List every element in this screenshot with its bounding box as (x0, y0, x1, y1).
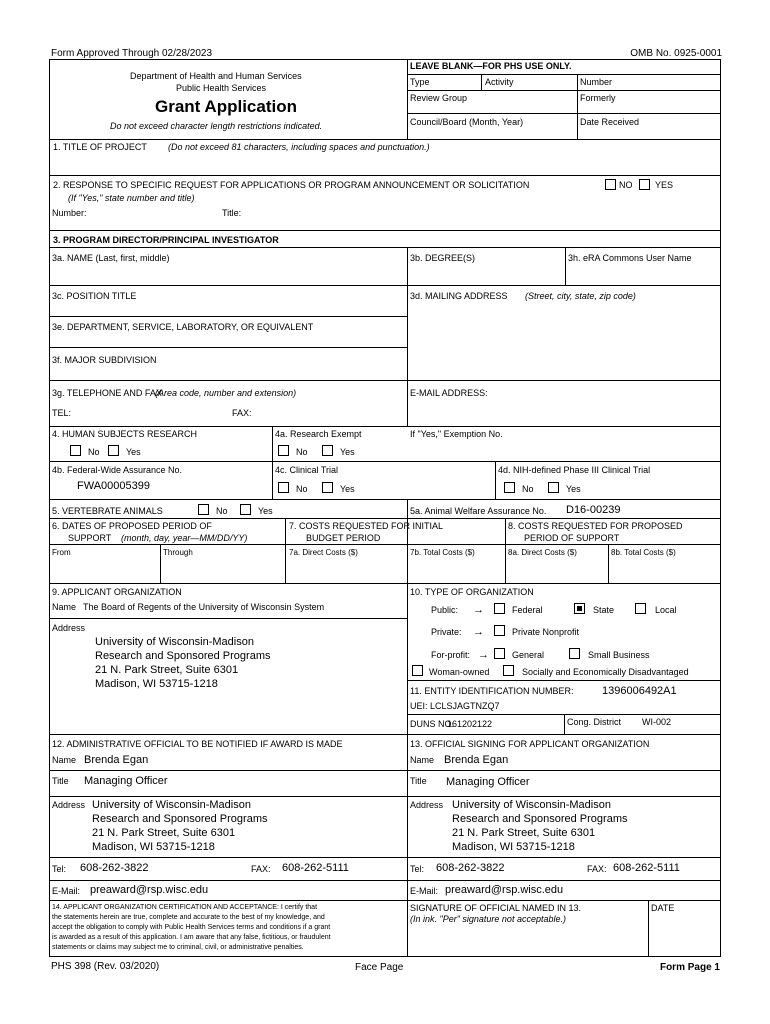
s4d-label: 4d. NIH-defined Phase III Clinical Trial (498, 465, 651, 475)
s4a-yes-checkbox[interactable] (322, 445, 333, 456)
s13-address-4: Madison, WI 53715-1218 (452, 841, 575, 853)
disadvantaged-checkbox[interactable] (503, 665, 514, 676)
s8a-label: 8a. Direct Costs ($) (508, 548, 577, 557)
signature-label: SIGNATURE OF OFFICIAL NAMED IN 13. (410, 903, 582, 913)
s9-address-label: Address (52, 623, 86, 633)
s2-yes-checkbox[interactable] (639, 179, 650, 190)
s4-no: No (88, 447, 100, 457)
s4d-yes: Yes (566, 484, 581, 494)
state-checkbox[interactable] (574, 603, 585, 614)
forprofit-label: For-profit: (431, 650, 471, 660)
s9-address-2: Research and Sponsored Programs (95, 650, 271, 662)
fax-label: FAX: (232, 408, 252, 418)
s14-line-5: statements or claims may subject me to criminal, civil, or administrative penalties. (52, 944, 304, 951)
form-title: Grant Application (155, 97, 297, 116)
s13-fax-label: FAX: (587, 864, 607, 874)
s2-number: Number: (52, 208, 87, 218)
s13-fax: 608-262-5111 (613, 862, 680, 874)
s13-name: Brenda Egan (444, 754, 509, 766)
public-arrow-icon: → (473, 604, 484, 616)
s3g-label: 3g. TELEPHONE AND FAX (52, 388, 162, 398)
s13-title-label: Title (410, 776, 427, 786)
formerly: Formerly (580, 93, 616, 103)
s4d-no-checkbox[interactable] (504, 482, 515, 493)
s4c-no: No (296, 484, 308, 494)
s12-tel-label: Tel: (52, 864, 67, 874)
s4-yes-checkbox[interactable] (108, 445, 119, 456)
s8-label2: PERIOD OF SUPPORT (524, 533, 620, 543)
s12-address-2: Research and Sponsored Programs (92, 813, 268, 825)
s12-name: Brenda Egan (84, 754, 149, 766)
general-label: General (512, 650, 545, 660)
public-label: Public: (431, 605, 459, 615)
s14-line-4: is awarded as a result of this application. I am aware that any false, fictitious, or fraudulent (52, 934, 331, 941)
s1-hint: (Do not exceed 81 characters, including spaces and punctuation.) (168, 142, 430, 152)
s13-title: Managing Officer (446, 776, 530, 788)
date-label: DATE (651, 903, 675, 913)
s4c-yes: Yes (340, 484, 355, 494)
council-board: Council/Board (Month, Year) (410, 117, 524, 127)
s5-label: 5. VERTEBRATE ANIMALS (52, 506, 163, 516)
s13-address-1: University of Wisconsin-Madison (452, 799, 611, 811)
s3f-label: 3f. MAJOR SUBDIVISION (52, 355, 157, 365)
form-revision: PHS 398 (Rev. 03/2020) (51, 961, 160, 972)
activity-label: Activity (485, 77, 514, 87)
review-group: Review Group (410, 93, 468, 103)
s6-hint: (month, day, year—MM/DD/YY) (121, 533, 248, 543)
s6-label1: 6. DATES OF PROPOSED PERIOD OF (52, 521, 212, 531)
s8-label1: 8. COSTS REQUESTED FOR PROPOSED (508, 521, 683, 531)
s12-address-label: Address (52, 800, 86, 810)
s4d-no: No (522, 484, 534, 494)
length-note: Do not exceed character length restrictions indicated. (110, 121, 323, 131)
uei: UEI: LCLSJAGTNZQ7 (410, 701, 500, 711)
s12-name-label: Name (52, 755, 77, 765)
s5-yes: Yes (258, 506, 273, 516)
s13-email-label: E-Mail: (410, 886, 439, 896)
s14-line-2: the statements herein are true, complete and accurate to the best of my knowledge, and (52, 914, 325, 921)
s4a-no-checkbox[interactable] (278, 445, 289, 456)
s2-hint: (If "Yes," state number and title) (68, 193, 195, 203)
s3e-label: 3e. DEPARTMENT, SERVICE, LABORATORY, OR EQUIVALENT (52, 322, 314, 332)
form-approved: Form Approved Through 02/28/2023 (51, 48, 213, 59)
fwa-number: FWA00005399 (77, 480, 150, 492)
s4c-label: 4c. Clinical Trial (275, 465, 339, 475)
s3g-hint: (Area code, number and extension) (155, 388, 297, 398)
small-business-checkbox[interactable] (569, 648, 580, 659)
s5-no: No (216, 506, 228, 516)
general-checkbox[interactable] (494, 648, 505, 659)
woman-owned-checkbox[interactable] (412, 665, 423, 676)
duns-number: 161202122 (447, 719, 493, 729)
s11-label: 11. ENTITY IDENTIFICATION NUMBER: (410, 686, 574, 696)
signature-field[interactable] (410, 927, 646, 955)
s4a-label: 4a. Research Exempt (275, 429, 362, 439)
s10-label: 10. TYPE OF ORGANIZATION (410, 587, 534, 597)
local-label: Local (655, 605, 677, 615)
s5-no-checkbox[interactable] (198, 504, 209, 515)
private-label: Private: (431, 627, 462, 637)
s2-title: Title: (222, 208, 242, 218)
s14-line-3: accept the obligation to comply with Public Health Services terms and conditions if a grant (52, 924, 331, 931)
s1-label: 1. TITLE OF PROJECT (53, 142, 147, 152)
s12-label: 12. ADMINISTRATIVE OFFICIAL TO BE NOTIFIED IF AWARD IS MADE (52, 739, 343, 749)
date-received: Date Received (580, 117, 640, 127)
state-label: State (593, 605, 615, 615)
s13-name-label: Name (410, 755, 435, 765)
s3h-label: 3h. eRA Commons User Name (568, 253, 692, 263)
omb-number: OMB No. 0925-0001 (630, 48, 722, 59)
through-label: Through (163, 548, 193, 557)
s12-fax-label: FAX: (251, 864, 271, 874)
federal-label: Federal (512, 605, 543, 615)
private-nonprofit-checkbox[interactable] (494, 625, 505, 636)
s13-address-label: Address (410, 800, 444, 810)
s9-address-1: University of Wisconsin-Madison (95, 636, 254, 648)
tel-label: TEL: (52, 408, 72, 418)
animal-welfare-no: D16-00239 (566, 504, 621, 516)
s12-tel: 608-262-3822 (80, 862, 149, 874)
forprofit-arrow-icon: → (478, 649, 489, 661)
s3c-label: 3c. POSITION TITLE (52, 291, 137, 301)
s14-line-1: 14. APPLICANT ORGANIZATION CERTIFICATION AND ACCEPTANCE: I certify that (52, 904, 318, 911)
s9-name: The Board of Regents of the University of Wisconsin System (83, 602, 325, 612)
duns-label: DUNS NO. (410, 719, 455, 729)
s2-label: 2. RESPONSE TO SPECIFIC REQUEST FOR APPLICATIONS OR PROGRAM ANNOUNCEMENT OR SOLICITATION (53, 180, 530, 190)
s2-no-label: NO (619, 180, 633, 190)
s13-address-3: 21 N. Park Street, Suite 6301 (452, 827, 596, 839)
s12-email-label: E-Mail: (52, 886, 81, 896)
woman-owned-label: Woman-owned (429, 667, 490, 677)
s9-address-3: 21 N. Park Street, Suite 6301 (95, 664, 239, 676)
department: Department of Health and Human Services (130, 71, 302, 81)
s3-header: 3. PROGRAM DIRECTOR/PRINCIPAL INVESTIGATOR (53, 235, 279, 245)
s4d-yes-checkbox[interactable] (548, 482, 559, 493)
exemption-label: If "Yes," Exemption No. (410, 429, 503, 439)
s2-no-checkbox[interactable] (605, 179, 616, 190)
s13-address-2: Research and Sponsored Programs (452, 813, 628, 825)
s6-label2: SUPPORT (68, 533, 112, 543)
s3d-label: 3d. MAILING ADDRESS (410, 291, 508, 301)
s5-yes-checkbox[interactable] (240, 504, 251, 515)
s4c-yes-checkbox[interactable] (322, 482, 333, 493)
s4-no-checkbox[interactable] (70, 445, 81, 456)
small-business-label: Small Business (588, 650, 650, 660)
from-label: From (52, 548, 71, 557)
s9-label: 9. APPLICANT ORGANIZATION (52, 587, 182, 597)
s4-label: 4. HUMAN SUBJECTS RESEARCH (52, 429, 198, 439)
cong-district: WI-002 (642, 717, 672, 727)
s12-address-4: Madison, WI 53715-1218 (92, 841, 215, 853)
s4a-no: No (296, 447, 308, 457)
s4-yes: Yes (126, 447, 141, 457)
s7-label1: 7. COSTS REQUESTED FOR INITIAL (289, 521, 444, 531)
s4b-label: 4b. Federal-Wide Assurance No. (52, 465, 183, 475)
s3b-label: 3b. DEGREE(S) (410, 253, 476, 263)
s4c-no-checkbox[interactable] (278, 482, 289, 493)
form-page: Form Page 1 (659, 962, 720, 973)
type-label: Type (410, 77, 430, 87)
s3d-hint: (Street, city, state, zip code) (525, 291, 636, 301)
ein-number: 1396006492A1 (602, 685, 677, 697)
s13-tel-label: Tel: (410, 864, 425, 874)
s12-address-3: 21 N. Park Street, Suite 6301 (92, 827, 236, 839)
s12-title-label: Title (52, 776, 69, 786)
federal-checkbox[interactable] (494, 603, 505, 614)
email-label: E-MAIL ADDRESS: (410, 388, 488, 398)
leave-blank: LEAVE BLANK—FOR PHS USE ONLY. (410, 61, 572, 71)
s7a-label: 7a. Direct Costs ($) (289, 548, 358, 557)
private-nonprofit-label: Private Nonprofit (512, 627, 580, 637)
s9-name-label: Name (52, 602, 77, 612)
s12-address-1: University of Wisconsin-Madison (92, 799, 251, 811)
s9-address-4: Madison, WI 53715-1218 (95, 678, 218, 690)
cong-district-label: Cong. District (567, 717, 622, 727)
number-label: Number (580, 77, 613, 87)
s13-label: 13. OFFICIAL SIGNING FOR APPLICANT ORGANIZATION (410, 739, 650, 749)
s5a-label: 5a. Animal Welfare Assurance No. (410, 506, 547, 516)
s2-yes-label: YES (655, 180, 674, 190)
s13-email: preaward@rsp.wisc.edu (445, 884, 564, 896)
face-page: Face Page (355, 962, 404, 973)
s7-label2: BUDGET PERIOD (306, 533, 381, 543)
s4a-yes: Yes (340, 447, 355, 457)
local-checkbox[interactable] (635, 603, 646, 614)
s12-title: Managing Officer (84, 775, 168, 787)
disadvantaged-label: Socially and Economically Disadvantaged (522, 667, 689, 677)
signature-hint: (In ink. "Per" signature not acceptable.) (410, 914, 566, 924)
s12-email: preaward@rsp.wisc.edu (90, 884, 209, 896)
s7b-label: 7b. Total Costs ($) (410, 548, 475, 557)
s3a-label: 3a. NAME (Last, first, middle) (52, 253, 170, 263)
public-health: Public Health Services (176, 83, 267, 93)
s12-fax: 608-262-5111 (282, 862, 349, 874)
private-arrow-icon: → (473, 626, 484, 638)
s8b-label: 8b. Total Costs ($) (611, 548, 676, 557)
s13-tel: 608-262-3822 (436, 862, 505, 874)
